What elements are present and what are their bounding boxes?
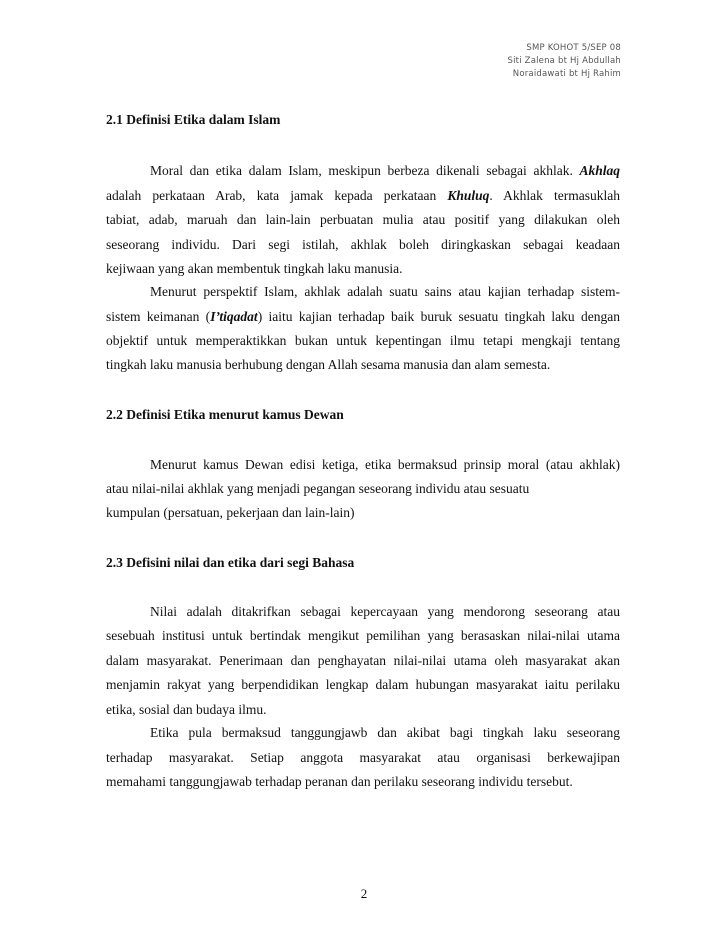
section-2-3-line-3: dalam masyarakat. Penerimaan dan penghayatan nilai-nilai utama oleh masyarakat akan bbox=[106, 653, 620, 668]
section-2-3-line-7: terhadap masyarakat. Setiap anggota masyarakat atau organisasi berkewajipan bbox=[106, 750, 620, 765]
section-2-2-title: 2.2 Definisi Etika menurut kamus Dewan bbox=[106, 407, 344, 422]
section-2-1-line-1: Moral dan etika dalam Islam, meskipun berbeza dikenali sebagai akhlak. Akhlaq bbox=[150, 163, 620, 178]
section-2-2-line-2: atau nilai-nilai akhlak yang menjadi pegangan seseorang individu atau sesuatu bbox=[106, 481, 530, 496]
section-2-1-line-6: Menurut perspektif Islam, akhlak adalah suatu sains atau kajian terhadap sistem- bbox=[150, 284, 620, 299]
section-2-1-line-5: kejiwaan yang akan membentuk tingkah laku manusia. bbox=[106, 261, 403, 276]
header-line-course: SMP KOHOT 5/SEP 08 bbox=[526, 43, 621, 53]
section-2-1-line-7: sistem keimanan (I’tiqadat) iaitu kajian terhadap baik buruk sesuatu tingkah laku dengan bbox=[106, 309, 620, 324]
section-2-3-line-6: Etika pula bermaksud tanggungjawb dan akibat bagi tingkah laku seseorang bbox=[150, 725, 620, 740]
section-2-1-title: 2.1 Definisi Etika dalam Islam bbox=[106, 112, 281, 127]
section-2-1-line-3: tabiat, adab, maruah dan lain-lain perbuatan mulia atau positif yang dilakukan oleh bbox=[106, 212, 620, 227]
page-number: 2 bbox=[360, 886, 368, 901]
section-2-3-line-1: Nilai adalah ditakrifkan sebagai kepercayaan yang mendorong seseorang atau bbox=[150, 604, 620, 619]
section-2-2-line-1: Menurut kamus Dewan edisi ketiga, etika bermaksud prinsip moral (atau akhlak) bbox=[150, 457, 620, 472]
section-2-1-line-8: objektif untuk memperaktikkan bukan untuk kepentingan ilmu tetapi mengkaji tentang bbox=[106, 333, 620, 348]
section-2-3-line-5: etika, sosial dan budaya ilmu. bbox=[106, 702, 267, 717]
section-2-3-title: 2.3 Defisini nilai dan etika dari segi Bahasa bbox=[106, 555, 355, 570]
header-line-author-2: Noraidawati bt Hj Rahim bbox=[512, 69, 621, 79]
section-2-1-line-2: adalah perkataan Arab, kata jamak kepada perkataan Khuluq. Akhlak termasuklah bbox=[106, 188, 620, 203]
section-2-3-line-8: memahami tanggungjawab terhadap peranan dan perilaku seseorang individu tersebut. bbox=[106, 774, 573, 789]
section-2-1-line-4: seseorang individu. Dari segi istilah, akhlak boleh diringkaskan sebagai keadaan bbox=[106, 237, 620, 252]
document-header bbox=[508, 42, 621, 81]
header-line-author-1: Siti Zalena bt Hj Abdullah bbox=[507, 56, 621, 66]
section-2-1-line-9: tingkah laku manusia berhubung dengan Allah sesama manusia dan alam semesta. bbox=[106, 357, 551, 372]
section-2-2-line-3: kumpulan (persatuan, pekerjaan dan lain-lain) bbox=[106, 505, 355, 520]
section-2-3-line-4: menjamin rakyat yang berpendidikan lengkap dalam hubungan masyarakat iaitu perilaku bbox=[106, 677, 620, 692]
section-2-3-line-2: sesebuah institusi untuk bertindak mengikut pemilihan yang berasaskan nilai-nilai utama bbox=[106, 628, 620, 643]
